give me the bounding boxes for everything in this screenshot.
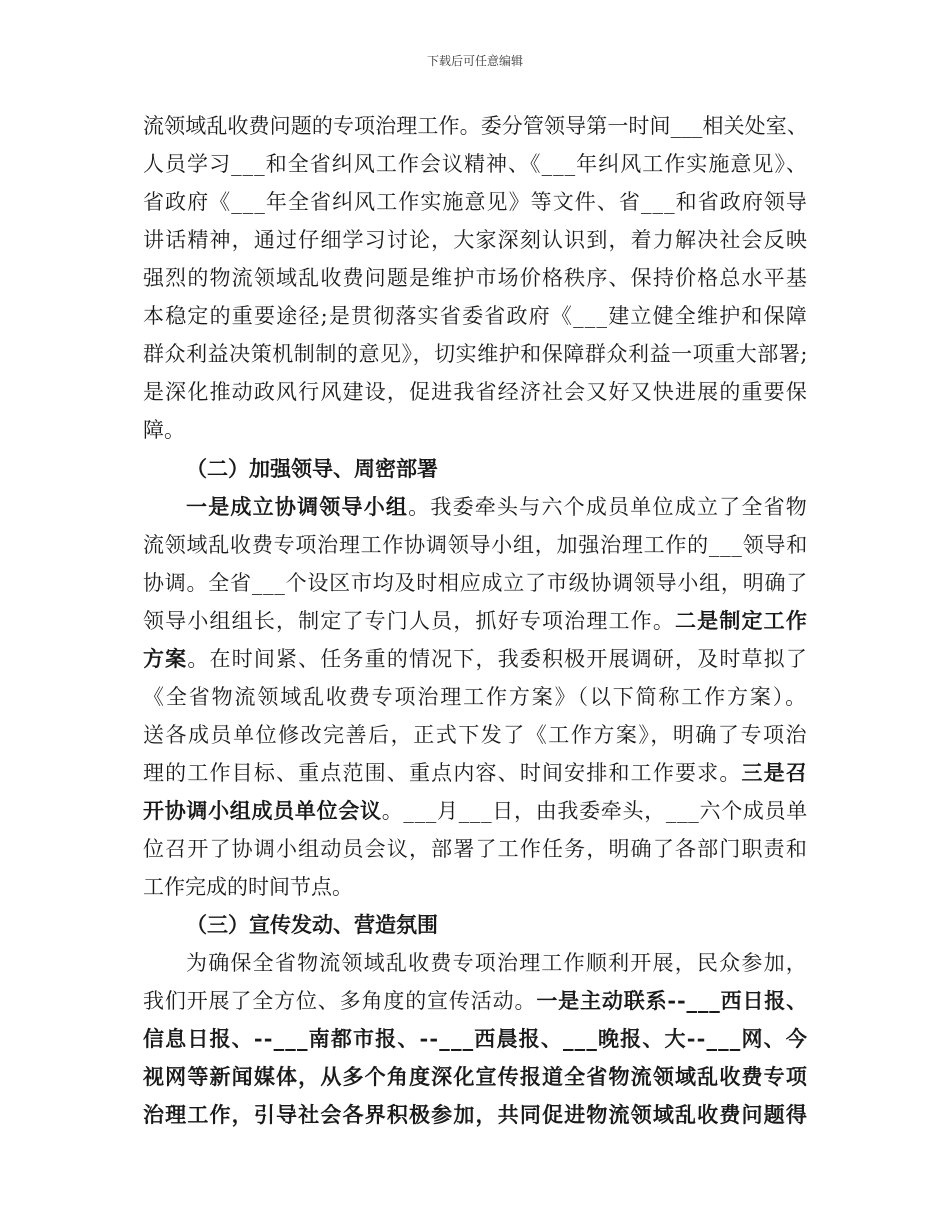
body-text: 讲话精神，通过仔细学习讨论，大家深刻认识到，着力解决社会反映: [143, 228, 808, 252]
text-line: [143, 835, 808, 863]
body-text: 流领域乱收费专项治理工作协调领导小组，加强治理工作的___领导和: [143, 533, 808, 557]
body-text: 为确保全省物流领域乱收费专项治理工作顺利开展，民众参加，: [186, 951, 808, 975]
text-line: [186, 493, 808, 521]
bold-text: 方案: [143, 646, 188, 671]
text-line: [143, 645, 808, 673]
body-text: 理的工作目标、重点范围、重点内容、时间安排和工作要求。: [143, 761, 742, 785]
body-text: 送各成员单位修改完善后，正式下发了《工作方案》，明确了专项治: [143, 723, 808, 747]
bold-text: 治理工作，引导社会各界积极参加，共同促进物流领域乱收费问题得: [143, 1102, 808, 1127]
text-line: [143, 340, 808, 368]
section-heading: [186, 455, 438, 483]
body-text: 强烈的物流领域乱收费问题是维护市场价格秩序、保持价格总水平基: [143, 266, 808, 290]
text-line: [143, 112, 808, 140]
bold-text: （二）加强领导、周密部署: [186, 456, 438, 481]
text-line: [143, 873, 353, 901]
body-text: 。我委牵头与六个成员单位成立了全省物: [408, 495, 809, 519]
text-line: [143, 378, 808, 406]
text-line: [143, 531, 808, 559]
body-text: 省政府《___年全省纠风工作实施意见》等文件、省___和省政府领导: [143, 190, 808, 214]
body-text: 工作完成的时间节点。: [143, 875, 353, 899]
bold-text: 二是制定工作: [675, 608, 808, 633]
text-line: [143, 226, 808, 254]
body-text: 群众利益决策机制制的意见》，切实维护和保障群众利益一项重大部署;: [143, 342, 808, 366]
body-text: 我们开展了全方位、多角度的宣传活动。: [143, 989, 537, 1013]
text-line: [143, 1063, 808, 1091]
bold-text: 一是成立协调领导小组: [186, 494, 409, 519]
text-line: [143, 607, 808, 635]
text-line: [143, 416, 185, 444]
bold-text: 信息日报、--___南都市报、--___西晨报、___晚报、大--___网、今: [143, 1026, 808, 1051]
text-line: [143, 188, 808, 216]
text-line: [143, 1101, 808, 1129]
text-line: [143, 683, 808, 711]
text-line: [143, 150, 808, 178]
text-line: [143, 569, 808, 597]
body-text: 是深化推动政风行风建设，促进我省经济社会又好又快进展的重要保: [143, 380, 808, 404]
text-line: [143, 759, 808, 787]
body-text: 人员学习___和全省纠风工作会议精神、《___年纠风工作实施意见》、: [143, 152, 808, 176]
text-line: [143, 1025, 808, 1053]
bold-text: 一是主动联系--___西日报、: [536, 988, 808, 1013]
bold-text: 视网等新闻媒体，从多个角度深化宣传报道全省物流领域乱收费专项: [143, 1064, 808, 1089]
bold-text: （三）宣传发动、营造氛围: [186, 912, 438, 937]
bold-text: 开协调小组成员单位会议: [143, 798, 382, 823]
body-text: 障。: [143, 418, 185, 442]
body-text: 《全省物流领域乱收费专项治理工作方案》（以下简称工作方案）。: [143, 685, 808, 709]
text-line: [143, 797, 808, 825]
text-line: [143, 721, 808, 749]
text-line: [143, 302, 808, 330]
body-text: 。___月___日，由我委牵头，___六个成员单: [381, 799, 809, 823]
bold-text: 三是召: [741, 760, 808, 785]
body-text: 流领域乱收费问题的专项治理工作。委分管领导第一时间___相关处室、: [143, 114, 808, 138]
text-line: [143, 264, 808, 292]
body-text: 。在时间紧、任务重的情况下，我委积极开展调研，及时草拟了: [187, 647, 809, 671]
body-text: 位召开了协调小组动员会议，部署了工作任务，明确了各部门职责和: [143, 837, 808, 861]
body-text: 协调。全省___个设区市均及时相应成立了市级协调领导小组，明确了: [143, 571, 808, 595]
section-heading: [186, 911, 438, 939]
body-text: 领导小组组长，制定了专门人员，抓好专项治理工作。: [143, 609, 675, 633]
text-line: [143, 987, 808, 1015]
body-text: 本稳定的重要途径;是贯彻落实省委省政府《___建立健全维护和保障: [143, 304, 808, 328]
text-line: [186, 949, 808, 977]
page-header: 下载后可任意编辑: [426, 54, 523, 68]
